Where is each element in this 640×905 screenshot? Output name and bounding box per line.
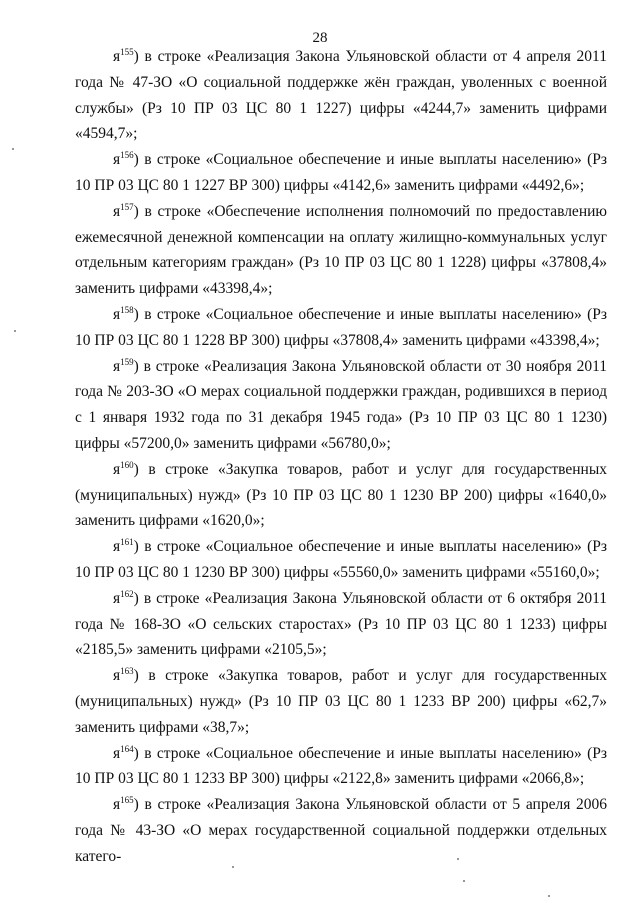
item-number: 163: [120, 665, 134, 676]
item-label: [113, 590, 134, 607]
amendment-paragraph: [75, 302, 607, 354]
item-letter: я: [113, 48, 121, 65]
amendment-paragraph: [75, 457, 607, 534]
amendment-paragraph: [75, 534, 607, 586]
scan-speck: [463, 880, 465, 882]
item-number: 155: [120, 46, 134, 57]
amendment-paragraph: [75, 663, 607, 740]
item-label: [113, 203, 134, 220]
item-label: [113, 667, 134, 684]
item-label: [113, 48, 134, 65]
item-label: [113, 358, 134, 375]
item-label: [113, 745, 134, 762]
paragraph-text: ) в строке «Обеспечение исполнения полномочий по предоставлению ежемесячной денежной компенсации на оплату жилищно-коммунальных услуг отдельным категориям граждан» (Рз 10 ПР 03 ЦС 80 1 1228) цифры «37808,4» заменить цифрами «43398,4»;: [75, 202, 607, 298]
amendment-paragraph: [75, 44, 607, 147]
paragraph-text: ) в строке «Закупка товаров, работ и услуг для государственных (муниципальных) нужд» (Рз 10 ПР 03 ЦС 80 1 1230 ВР 200) цифры «1640,0» заменить цифрами «1620,0»;: [75, 460, 607, 530]
document-body: [75, 44, 607, 870]
scan-speck: [14, 330, 16, 332]
item-label: [113, 306, 134, 323]
amendment-paragraph: [75, 586, 607, 663]
paragraph-text: ) в строке «Реализация Закона Ульяновской области от 6 октября 2011 года № 168-ЗО «О сельских старостах» (Рз 10 ПР 03 ЦС 80 1 1233) цифры «2185,5» заменить цифрами «2105,5»;: [75, 589, 607, 659]
paragraph-text: ) в строке «Реализация Закона Ульяновской области от 5 апреля 2006 года № 43-ЗО «О мерах государственной социальной поддержки отдельных катего-: [75, 796, 607, 865]
item-label: [113, 151, 134, 168]
paragraph-text: ) в строке «Реализация Закона Ульяновской области от 4 апреля 2011 года № 47-ЗО «О социальной поддержке жён граждан, уволенных с военной службы» (Рз 10 ПР 03 ЦС 80 1 1227) цифры «4244,7» заменить цифрами «4594,7»;: [75, 48, 607, 143]
amendment-paragraph: [75, 147, 607, 199]
page-number: 28: [312, 30, 328, 46]
paragraph-text: ) в строке «Социальное обеспечение и иные выплаты населению» (Рз 10 ПР 03 ЦС 80 1 1230 ВР 300) цифры «55560,0» заменить цифрами «55160,0»;: [75, 538, 607, 581]
item-letter: я: [113, 305, 121, 323]
item-letter: я: [113, 460, 121, 478]
item-number: 156: [120, 150, 134, 161]
scan-speck: [457, 858, 459, 860]
paragraph-text: ) в строке «Закупка товаров, работ и услуг для государственных (муниципальных) нужд» (Рз 10 ПР 03 ЦС 80 1 1233 ВР 200) цифры «62,7» заменить цифрами «38,7»;: [75, 667, 607, 736]
item-number: 162: [120, 588, 134, 599]
item-letter: я: [113, 744, 121, 762]
item-letter: я: [113, 589, 121, 607]
item-number: 159: [120, 356, 134, 367]
scan-speck: [548, 895, 550, 897]
paragraph-text: ) в строке «Реализация Закона Ульяновской области от 30 ноября 2011 года № 203-ЗО «О мерах социальной поддержки граждан, родившихся в период с 1 января 1932 года по 31 декабря 1945 года» (Рз 10 ПР 03 ЦС 80 1 1230) цифры «57200,0» заменить цифрами «56780,0»;: [75, 357, 607, 452]
item-letter: я: [113, 357, 121, 375]
item-label: [113, 796, 134, 813]
item-letter: я: [113, 667, 121, 685]
item-letter: я: [113, 538, 121, 556]
paragraph-text: ) в строке «Социальное обеспечение и иные выплаты населению» (Рз 10 ПР 03 ЦС 80 1 1233 ВР 300) цифры «2122,8» заменить цифрами «2066,8»;: [75, 744, 607, 788]
item-number: 165: [120, 794, 134, 805]
item-letter: я: [113, 796, 121, 814]
item-number: 164: [120, 743, 134, 754]
item-label: [113, 461, 134, 478]
item-letter: я: [113, 202, 121, 220]
item-number: 161: [120, 536, 134, 547]
item-label: [113, 538, 134, 555]
item-number: 160: [120, 459, 134, 470]
scan-speck: [12, 148, 14, 150]
amendment-paragraph: [75, 741, 607, 793]
item-letter: я: [113, 151, 121, 169]
amendment-paragraph: [75, 354, 607, 457]
item-number: 157: [120, 201, 134, 212]
amendment-paragraph: [75, 792, 607, 869]
scan-speck: [232, 866, 234, 868]
item-number: 158: [120, 304, 134, 315]
paragraph-text: ) в строке «Социальное обеспечение и иные выплаты населению» (Рз 10 ПР 03 ЦС 80 1 1228 ВР 300) цифры «37808,4» заменить цифрами «43398,4»;: [75, 305, 607, 349]
paragraph-text: ) в строке «Социальное обеспечение и иные выплаты населению» (Рз 10 ПР 03 ЦС 80 1 1227 ВР 300) цифры «4142,6» заменить цифрами «4492,6»;: [75, 151, 607, 194]
amendment-paragraph: [75, 199, 607, 302]
